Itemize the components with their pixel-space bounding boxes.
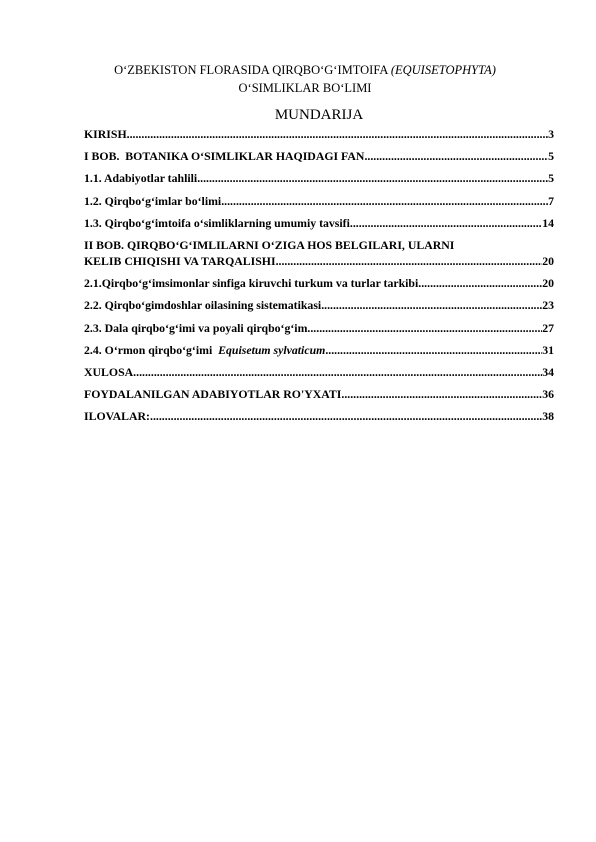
toc-entry-1-1[interactable]	[84, 171, 554, 186]
toc-entry-page: 27	[542, 320, 554, 335]
toc-leader-dots	[150, 409, 542, 424]
toc-entry-chapter-1[interactable]	[84, 149, 554, 164]
toc-entry-page: 20	[542, 276, 554, 291]
contents-heading: MUNDARIJA	[274, 107, 364, 123]
toc-entry-page: 5	[548, 149, 554, 164]
toc-entry-page: 38	[542, 409, 554, 424]
toc-entry-chapter-2[interactable]	[84, 238, 554, 269]
title-main-text: O‘ZBEKISTON FLORASIDA QIRQBO‘G‘IMTOIFA	[114, 63, 391, 77]
toc-entry-label: XULOSA	[84, 364, 134, 379]
toc-entry-xulosa[interactable]	[84, 365, 554, 380]
toc-leader-dots	[127, 127, 548, 142]
toc-entry-page: 7	[548, 193, 554, 208]
toc-entry-label: KIRISH	[84, 127, 127, 141]
toc-entry-page: 3	[548, 127, 554, 141]
toc-leader-dots	[321, 298, 542, 313]
toc-entry-label: 2.3. Dala qirqbo‘g‘imi va poyali qirqbo‘g‘im	[84, 320, 308, 335]
toc-entry-page: 23	[542, 298, 554, 313]
toc-entry-1-2[interactable]	[84, 194, 554, 209]
toc-entry-2-4[interactable]	[84, 343, 554, 358]
toc-entry-2-1[interactable]	[84, 276, 554, 291]
toc-entry-label: 1.1. Adabiyotlar tahlili	[84, 171, 198, 186]
toc-leader-dots	[364, 149, 548, 164]
toc-entry-page: 5	[548, 171, 554, 186]
toc-leader-dots	[276, 254, 543, 269]
toc-entry-page: 14	[542, 215, 554, 230]
toc-entry-label: 2.1.Qirqbo‘g‘imsimonlar sinfiga kiruvchi turkum va turlar tarkibi	[84, 276, 419, 291]
toc-entry-page: 36	[542, 387, 554, 402]
toc-entry-page: 20	[542, 253, 554, 268]
toc-entry-page: 34	[542, 364, 554, 379]
toc-entry-label: I BOB. BOTANIKA O‘SIMLIKLAR HAQIDAGI FAN	[84, 149, 365, 164]
toc-entry-2-3[interactable]	[84, 321, 554, 336]
toc-leader-dots	[197, 171, 548, 186]
toc-entry-label: 2.2. Qirqbo‘gimdoshlar oilasining sistematikasi	[84, 298, 322, 313]
title-latin-name: (EQUISETOPHYTA)	[390, 63, 496, 77]
toc-entry-latin-name: Equisetum sylvaticum	[218, 342, 326, 357]
toc-entry-label	[84, 343, 325, 358]
toc-entry-label: ILOVALAR:	[84, 409, 150, 424]
toc-entry-label-line1: II BOB. QIRQBO‘G‘IMLILARNI O‘ZIGA HOS BELGILARI, ULARNI	[84, 237, 455, 252]
toc-entry-label: 1.2. Qirqbo‘g‘imlar bo‘limi	[84, 193, 222, 208]
toc-entry-references[interactable]	[84, 387, 554, 402]
toc-entry-label: FOYDALANILGAN ADABIYOTLAR RO'YXATI	[84, 387, 342, 402]
toc-leader-dots	[325, 343, 542, 358]
toc-leader-dots	[341, 387, 542, 402]
toc-leader-dots	[221, 194, 548, 209]
toc-entry-1-3[interactable]	[84, 216, 554, 231]
toc-leader-dots	[418, 276, 542, 291]
toc-leader-dots	[133, 365, 542, 380]
toc-entry-appendices[interactable]	[84, 409, 554, 424]
toc-entry-label-line2: KELIB CHIQISHI VA TARQALISHI	[84, 253, 276, 268]
toc-entry-page: 31	[542, 342, 554, 357]
toc-entry-label-main: 2.4. O‘rmon qirqbo‘g‘imi	[84, 342, 219, 357]
toc-leader-dots	[350, 216, 542, 231]
toc-leader-dots	[307, 321, 542, 336]
toc-entry-2-2[interactable]	[84, 298, 554, 313]
toc-entry-label: 1.3. Qirqbo‘g‘imtoifa o‘simliklarning umumiy tavsifi	[84, 215, 350, 230]
document-subtitle: O‘SIMLIKLAR BO‘LIMI	[238, 81, 372, 95]
document-title	[60, 62, 550, 79]
table-of-contents	[84, 127, 554, 431]
toc-entry-kirish[interactable]	[84, 127, 554, 142]
